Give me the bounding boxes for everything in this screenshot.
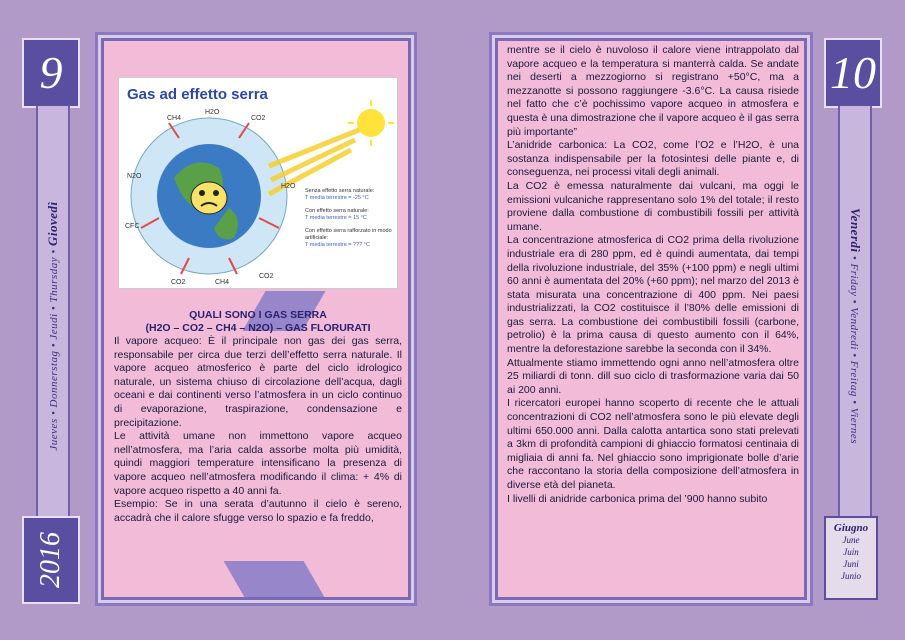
svg-text:CH4: CH4	[167, 115, 182, 122]
greenhouse-gas-figure	[118, 77, 398, 289]
svg-text:CO2: CO2	[251, 115, 266, 122]
month-translation: June	[842, 535, 860, 545]
greenhouse-diagram	[119, 78, 397, 288]
legend-label: Con effetto serra naturale:	[305, 208, 369, 214]
day-number-box	[22, 38, 80, 108]
year-box	[22, 516, 80, 604]
paragraph: mentre se il cielo è nuvoloso il calore viene intrappolato dal vapore acqueo e la temperatura si manterrà calda. Se andate nei deserti a mezzogiorno si registrano +50°C, ma a mezzanotte si possono raggiungere -3.6°C. La causa risiede nel fatto che c’è pochissimo vapore acqueo in atmosfera e questa è una dimostrazione che il vapore acqueo è il gas serra più importante”	[507, 44, 799, 138]
weekday-translations: Jueves • Donnerstag • Jeudi • Thursday •	[48, 249, 60, 451]
day-number-box	[824, 38, 882, 108]
day-number: 9	[39, 47, 63, 98]
day-number: 10	[830, 47, 876, 98]
figure-legend	[305, 188, 395, 249]
weekday-names	[45, 201, 61, 450]
legend-label: Con effetto serra rafforzato in modo artificiale:	[305, 228, 392, 241]
paragraph: L’anidride carbonica: La CO2, come l’O2 e l’H2O, è una sostanza indispensabile per la fotosintesi delle piante e, di conseguenza, nei processi vitali degli animali.	[507, 139, 799, 179]
decorative-band	[224, 561, 325, 597]
paragraph: I ricercatori europei hanno scoperto di recente che le attuali concentrazioni di CO2 nell’atmosfera sono le più elevate degli ultimi 650.000 anni. Dalla calotta antartica sono stati prelevati a 3km di profondità campioni di ghiaccio formatosi centinaia di migliaia di anni fa. Nel ghiaccio sono imprigionate bolle d’arie che raccontano la storia della composizione dell’atmosfera in diverse età del pianeta.	[507, 397, 799, 491]
legend-value: T media terrestre = 15 °C	[305, 215, 367, 221]
weekday-strip	[36, 106, 70, 546]
weekday-strip	[838, 106, 872, 546]
month-translation: Juni	[843, 559, 859, 569]
paragraph: Le attività umane non immettono vapore acqueo nell’atmosfera, ma l’aria calda assorbe molta più umidità, quindi maggiori temperature intensificano la presenza di vapore acqueo nell’atmosfera modificando il clima: + 4% di vapore acqueo rispetto a 40 anni fa.	[114, 430, 402, 497]
left-date-ribbon	[22, 38, 80, 598]
weekday-translations: • Friday • Vendredi • Freitag • Viernes	[848, 255, 860, 445]
legend-value: T media terrestre = ??? °C	[305, 242, 370, 248]
right-date-ribbon	[824, 38, 882, 598]
svg-text:CO2: CO2	[171, 279, 186, 286]
paragraph: Esempio: Se in una serata d’autunno il cielo è sereno, accadrà che il calore sfugge verso lo spazio e fa freddo,	[114, 498, 402, 524]
month-main: Giugno	[833, 522, 869, 534]
section-subheading: (H2O – CO2 – CH4 – N2O) – GAS FLORURATI	[145, 322, 371, 334]
svg-text:CFC: CFC	[125, 223, 140, 230]
weekday-main: Venerdì	[848, 207, 863, 253]
svg-text:N2O: N2O	[127, 173, 142, 180]
right-page	[495, 38, 807, 600]
weekday-names	[847, 208, 863, 444]
paragraph: La CO2 è emessa naturalmente dai vulcani, ma oggi le emissioni vulcaniche rappresentano solo 1% del totale; il resto proviene dalla combustione di combustibili fossili per attività umane.	[507, 179, 799, 233]
month-translation: Junio	[841, 571, 861, 581]
month-box	[824, 516, 878, 600]
left-page	[101, 38, 411, 600]
year-label: 2016	[35, 532, 66, 588]
weekday-main: Giovedì	[45, 201, 60, 247]
section-heading: QUALI SONO I GAS SERRA	[189, 309, 327, 321]
right-page-text	[507, 44, 799, 506]
paragraph: Il vapore acqueo: È il principale non gas dei gas serra, responsabile per circa due terzi dell’effetto serra naturale. Il vapore acqueo atmosferico è parte del ciclo idrologico naturale, un sistema chiuso di circolazione dell’acqua, dagli oceani e dai continenti verso l’atmosfera in un ciclo continuo di evaporazione, traspirazione, condensazione e precipitazione.	[114, 335, 402, 429]
paragraph: La concentrazione atmosferica di CO2 prima della rivoluzione industriale era di 280 ppm, ed è quindi aumentata, dai tempi della rivoluzione industriale, del 35% (+100 ppm) e negli ultimi 60 anni è aumentata del 20% (+60 ppm); nel marzo del 2013 è stata misurata una concentrazione di 400 ppm. Nei paesi industrializzati, la CO2 costituisce il l’80% delle emissioni di gas serra. La combustione dei combustibili fossili (carbone, petrolio) è la prima causa di questo aumento con il 64%, mentre la deforestazione sarebbe la seconda con il 34%.	[507, 234, 799, 356]
svg-text:CO2: CO2	[259, 273, 274, 280]
svg-text:CH4: CH4	[215, 279, 230, 286]
svg-text:H2O: H2O	[281, 183, 296, 190]
legend-label: Senza effetto serra naturale:	[305, 188, 375, 194]
month-translation: Juin	[843, 547, 859, 557]
paragraph: Attualmente stiamo immettendo ogni anno nell’atmosfera oltre 25 miliardi di tonn. dill suo ciclo di trasformazione varia dai 50 ai 200 anni.	[507, 356, 799, 396]
figure-title: Gas ad effetto serra	[127, 86, 268, 103]
paragraph: I livelli di anidride carbonica prima del ’900 hanno subito	[507, 492, 768, 505]
legend-value: T media terrestre = -25 °C	[305, 195, 369, 201]
svg-text:H2O: H2O	[205, 109, 220, 116]
left-page-text	[114, 309, 402, 525]
